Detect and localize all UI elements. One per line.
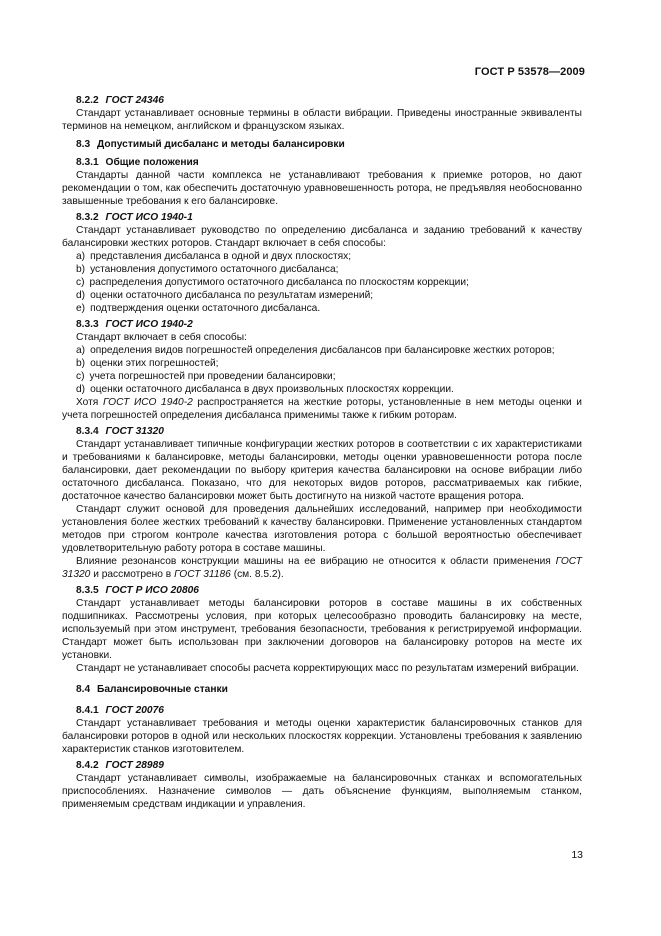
- list-marker: d): [76, 384, 86, 395]
- heading-8-3-3: [62, 318, 582, 331]
- list-item: [62, 357, 582, 370]
- heading-number: 8.3.3: [76, 319, 99, 330]
- heading-title: ГОСТ ИСО 1940-1: [105, 212, 193, 223]
- paragraph: Стандарты данной части комплекса не устанавливают требования к приемке роторов, но дают рекомендации о том, как обеспечить достаточную уравновешенность ротора, не предъявляя необоснованно завышенные требования к его балансировке.: [62, 170, 582, 207]
- paragraph: Стандарт не устанавливает способы расчета корректирующих масс по результатам измерений вибрации.: [76, 663, 579, 674]
- list-marker: b): [76, 264, 86, 275]
- list-text: определения видов погрешностей определения дисбалансов при балансировке жестких роторов;: [90, 345, 555, 356]
- list-text: оценки этих погрешностей;: [90, 358, 219, 369]
- list-marker: b): [76, 358, 86, 369]
- heading-number: 8.3.2: [76, 212, 99, 223]
- heading-title: Балансировочные станки: [97, 684, 228, 695]
- paragraph: [62, 555, 582, 581]
- standard-reference: ГОСТ ИСО 1940-2: [102, 397, 193, 408]
- heading-title: Общие положения: [105, 157, 199, 168]
- list-marker: е): [76, 303, 86, 314]
- standard-reference: ГОСТ 31186: [174, 569, 231, 580]
- heading-number: 8.3: [76, 139, 91, 150]
- heading-title: Допустимый дисбаланс и методы балансировки: [97, 139, 345, 150]
- paragraph: Стандарт служит основой для проведения дальнейших исследований, например при необходимости установления более жестких требований к качеству балансировки. Применение установленных стандартом методов при строгом контроле качества изготовления ротора с большой вероятностью обеспечивает удовлетворительную работу ротора в составе машины.: [62, 504, 582, 554]
- heading-title: ГОСТ 28989: [105, 760, 164, 771]
- list-item: [62, 250, 582, 263]
- list-text: представления дисбаланса в одной и двух плоскостях;: [90, 251, 352, 262]
- list-item: [62, 302, 582, 315]
- paragraph: Стандарт устанавливает методы балансировки роторов в составе машины в их собственных подшипниках. Рассмотрены условия, при которых целесообразно проводить балансировку на месте, используемый при этом инструмент, требования безопасности, требования к регистрируемой информации. Стандарт может быть использован при заключении договоров на балансировку роторов на месте их установки.: [62, 598, 582, 661]
- paragraph: Стандарт устанавливает руководство по определению дисбаланса и заданию требований к качеству балансировки жестких роторов. Стандарт включает в себя способы:: [62, 225, 582, 249]
- heading-number: 8.3.4: [76, 426, 99, 437]
- paragraph: [62, 396, 582, 422]
- heading-8-3-2: [62, 211, 582, 224]
- list-text: оценки остаточного дисбаланса по результатам измерений;: [90, 290, 374, 301]
- standard-reference: ГОСТ 31320: [62, 556, 582, 580]
- heading-8-4-2: [62, 759, 582, 772]
- heading-number: 8.3.1: [76, 157, 99, 168]
- document-body: [62, 94, 582, 811]
- heading-8-4: [62, 683, 582, 696]
- paragraph: Стандарт устанавливает основные термины в области вибрации. Приведены иностранные эквиваленты терминов на немецком, английском и французском языках.: [62, 108, 582, 132]
- heading-number: 8.4.1: [76, 705, 99, 716]
- heading-8-3-5: [62, 584, 582, 597]
- heading-8-3: [62, 138, 582, 151]
- text-run: Влияние резонансов конструкции машины на ее вибрацию не относится к области применения: [76, 556, 551, 567]
- text-run: и рассмотрено в: [93, 569, 172, 580]
- heading-8-4-1: [62, 704, 582, 717]
- list-item: [62, 276, 582, 289]
- heading-title: ГОСТ 24346: [105, 95, 164, 106]
- list-marker: а): [76, 251, 86, 262]
- text-run: Хотя: [76, 397, 99, 408]
- list-text: учета погрешностей при проведении балансировки;: [89, 371, 336, 382]
- list-item: [62, 263, 582, 276]
- list-text: оценки остаточного дисбаланса в двух произвольных плоскостях коррекции.: [90, 384, 454, 395]
- paragraph: Стандарт устанавливает типичные конфигурации жестких роторов в соответствии с их характеристиками и требованиями к балансировке, методы балансировки, методы оценки уравновешенности ротора после балансировки, дает рекомендации по выбору критерия качества балансировки на основе вибрации либо остаточного дисбаланса. Показано, что для некоторых видов роторов, рассматриваемых как гибкие, достаточное качество балансировки может быть достигнуто на низкой частоте вращения ротора.: [62, 439, 582, 502]
- list-item: [62, 344, 582, 357]
- list-item: [62, 383, 582, 396]
- paragraph: Стандарт устанавливает требования и методы оценки характеристик балансировочных станков для балансировки роторов в одной или нескольких плоскостях коррекции. Установлены требования к заявлению характеристик станков изготовителем.: [62, 718, 582, 755]
- document-header: ГОСТ Р 53578—2009: [474, 66, 585, 78]
- list-marker: с): [76, 371, 85, 382]
- heading-title: ГОСТ Р ИСО 20806: [105, 585, 199, 596]
- list-text: подтверждения оценки остаточного дисбаланса.: [90, 303, 321, 314]
- paragraph: Стандарт включает в себя способы:: [76, 332, 247, 343]
- paragraph: Стандарт устанавливает символы, изображаемые на балансировочных станках и вспомогательных приспособлениях. Назначение символов — дать объяснение функциям, выполняемым станком, применяемым средствам индикации и управления.: [62, 773, 582, 810]
- page-number: 13: [571, 849, 583, 861]
- heading-number: 8.3.5: [76, 585, 99, 596]
- heading-8-3-1: [62, 156, 582, 169]
- list-text: установления допустимого остаточного дисбаланса;: [90, 264, 339, 275]
- list-text: распределения допустимого остаточного дисбаланса по плоскостям коррекции;: [89, 277, 469, 288]
- list-marker: а): [76, 345, 86, 356]
- heading-title: ГОСТ 20076: [105, 705, 164, 716]
- heading-number: 8.2.2: [76, 95, 99, 106]
- text-run: (см. 8.5.2).: [233, 569, 284, 580]
- list-item: [62, 370, 582, 383]
- text-run: распространяется на жесткие роторы, установленные в нем методы оценки и учета погрешностей определения дисбаланса применимы также к гибким роторам.: [62, 397, 582, 421]
- heading-8-2-2: [62, 94, 582, 107]
- heading-number: 8.4.2: [76, 760, 99, 771]
- heading-title: ГОСТ ИСО 1940-2: [105, 319, 193, 330]
- heading-8-3-4: [62, 425, 582, 438]
- heading-title: ГОСТ 31320: [105, 426, 164, 437]
- list-marker: с): [76, 277, 85, 288]
- list-item: [62, 289, 582, 302]
- list-marker: d): [76, 290, 86, 301]
- heading-number: 8.4: [76, 684, 91, 695]
